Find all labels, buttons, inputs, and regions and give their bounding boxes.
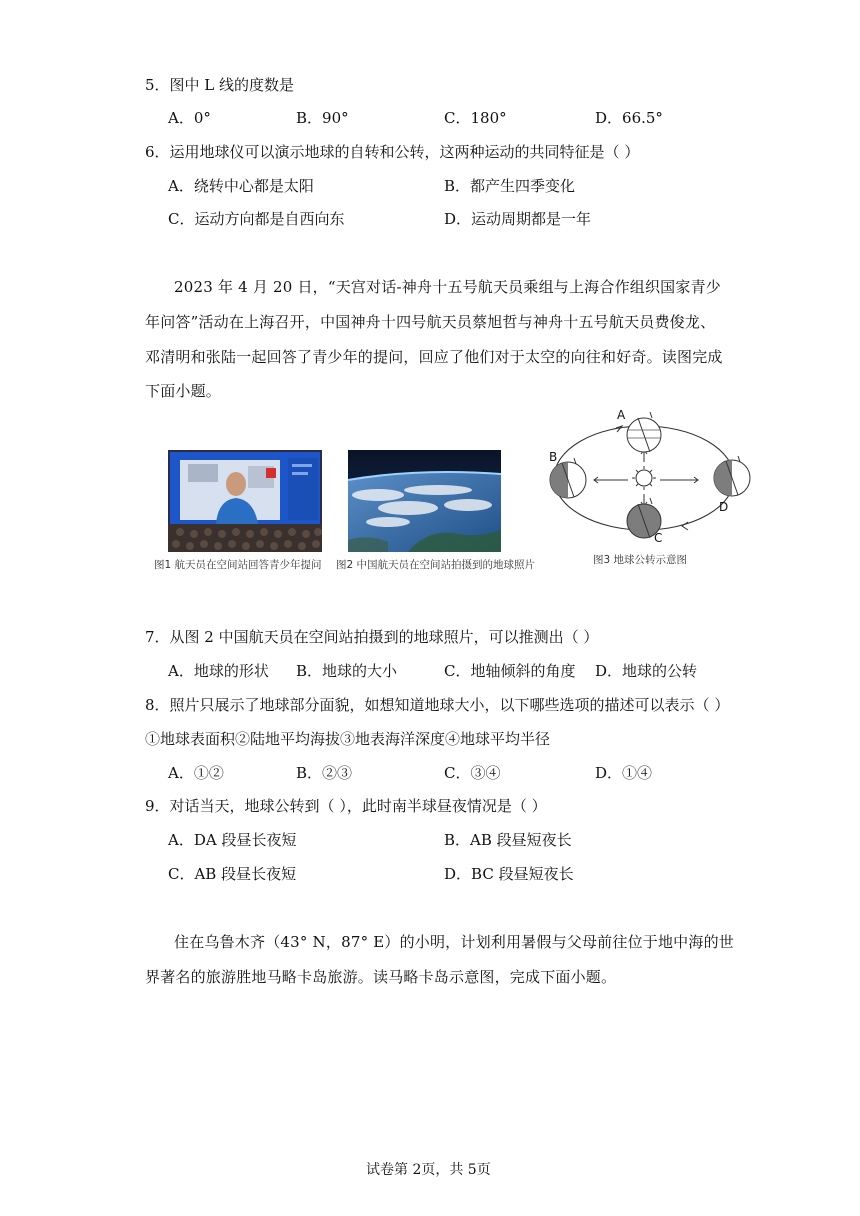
figure-1-caption: 图1 航天员在空间站回答青少年提问 bbox=[154, 559, 322, 571]
question-5-stem: 5．图中 L 线的度数是 bbox=[145, 76, 295, 94]
passage-1-line-2: 年问答”活动在上海召开，中国神舟十四号航天员蔡旭哲与神舟十五号航天员费俊龙、 bbox=[145, 313, 716, 331]
passage-1-line-4: 下面小题。 bbox=[145, 382, 222, 400]
page-footer: 试卷第 2页，共 5页 bbox=[366, 1162, 491, 1178]
question-7-stem: 7．从图 2 中国航天员在空间站拍摄到的地球照片，可以推测出（ ） bbox=[145, 628, 599, 646]
q5-option-c: C．180° bbox=[444, 109, 507, 127]
figure-2-caption: 图2 中国航天员在空间站拍摄到的地球照片 bbox=[336, 559, 536, 571]
q7-option-a: A．地球的形状 bbox=[168, 662, 269, 680]
label-c: C bbox=[654, 531, 663, 545]
q7-option-c: C．地轴倾斜的角度 bbox=[444, 662, 576, 680]
passage-1-line-1: 2023 年 4 月 20 日，“天宫对话-神舟十五号航天员乘组与上海合作组织国家青少 bbox=[174, 278, 721, 296]
q6-option-c: C．运动方向都是自西向东 bbox=[168, 210, 345, 228]
q9-option-a: A．DA 段昼长夜短 bbox=[168, 831, 297, 849]
q6-option-b: B．都产生四季变化 bbox=[444, 177, 576, 195]
q8-option-c: C．③④ bbox=[444, 764, 501, 782]
figure-1-astronaut-photo bbox=[168, 450, 322, 552]
label-d: D bbox=[719, 500, 729, 514]
passage-2-line-1: 住在乌鲁木齐（43° N，87° E）的小明，计划利用暑假与父母前往位于地中海的世 bbox=[174, 933, 734, 951]
q5-option-b: B．90° bbox=[296, 109, 349, 127]
question-8-statements: ①地球表面积②陆地平均海拔③地表海洋深度④地球平均半径 bbox=[145, 730, 551, 748]
q5-option-d: D．66.5° bbox=[595, 109, 663, 127]
q6-option-d: D．运动周期都是一年 bbox=[444, 210, 592, 228]
label-b: B bbox=[549, 450, 558, 464]
figure-3-caption: 图3 地球公转示意图 bbox=[593, 554, 688, 566]
q8-option-b: B．②③ bbox=[296, 764, 353, 782]
q8-option-d: D．①④ bbox=[595, 764, 653, 782]
q9-option-d: D．BC 段昼短夜长 bbox=[444, 865, 574, 883]
q9-option-b: B．AB 段昼短夜长 bbox=[444, 831, 572, 849]
passage-2-line-2: 界著名的旅游胜地马略卡岛旅游。读马略卡岛示意图，完成下面小题。 bbox=[145, 968, 617, 986]
q8-option-a: A．①② bbox=[168, 764, 224, 782]
sun-icon bbox=[632, 466, 656, 490]
question-8-stem: 8．照片只展示了地球部分面貌，如想知道地球大小，以下哪些选项的描述可以表示（ ） bbox=[145, 696, 730, 714]
figure-2-earth-photo bbox=[348, 450, 501, 552]
q7-option-d: D．地球的公转 bbox=[595, 662, 698, 680]
label-a: A bbox=[617, 408, 626, 422]
q9-option-c: C．AB 段昼长夜短 bbox=[168, 865, 297, 883]
q7-option-b: B．地球的大小 bbox=[296, 662, 398, 680]
figure-3-revolution-diagram bbox=[538, 408, 758, 548]
question-6-stem: 6．运用地球仪可以演示地球的自转和公转，这两种运动的共同特征是（ ） bbox=[145, 143, 640, 161]
passage-1-line-3: 邓清明和张陆一起回答了青少年的提问，回应了他们对于太空的向往和好奇。读图完成 bbox=[145, 348, 723, 366]
question-9-stem: 9．对话当天，地球公转到（ ），此时南半球昼夜情况是（ ） bbox=[145, 797, 547, 815]
q5-option-a: A．0° bbox=[168, 109, 211, 127]
q6-option-a: A．绕转中心都是太阳 bbox=[168, 177, 314, 195]
